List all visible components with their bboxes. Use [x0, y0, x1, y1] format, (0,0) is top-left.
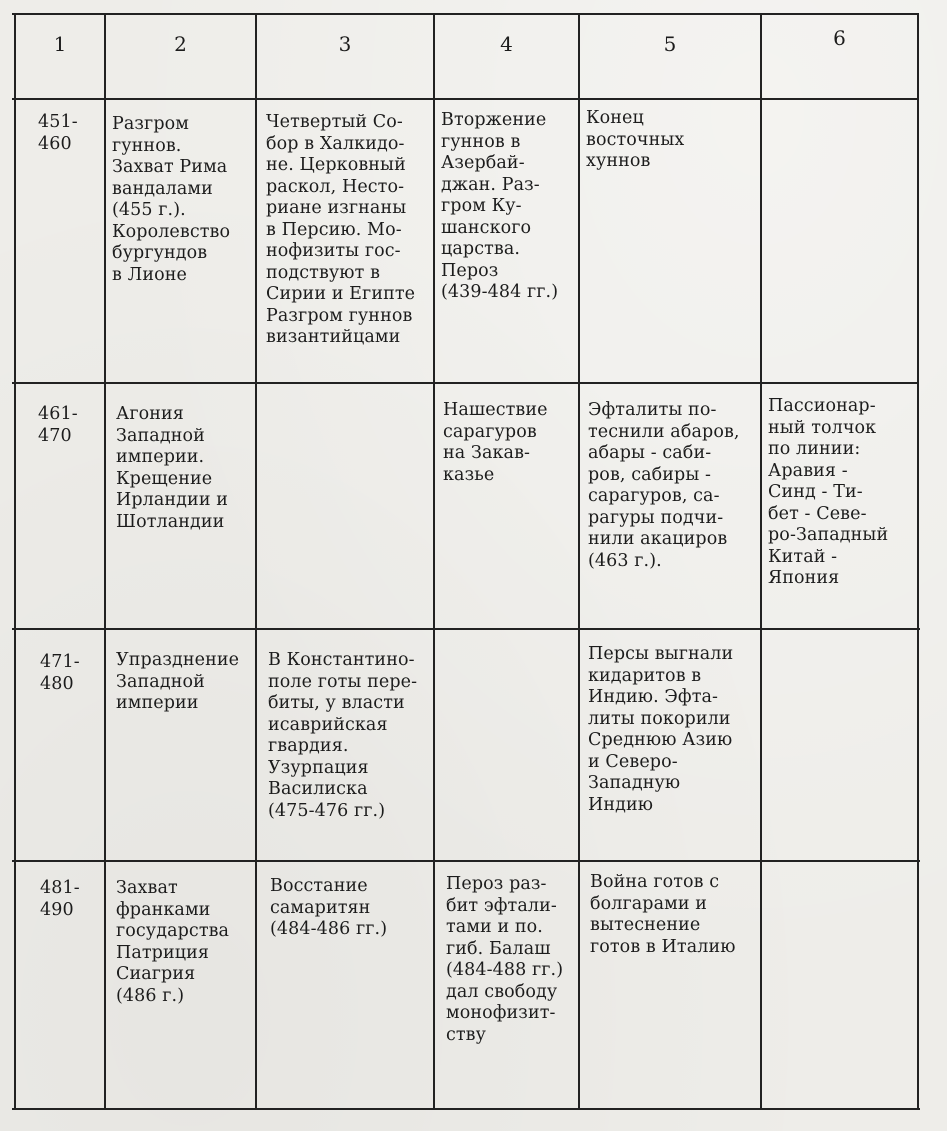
header-col-3: 3	[338, 32, 352, 56]
table-header-divider	[12, 98, 917, 100]
row-2-col-2: Агония Западной империи. Крещение Ирландии и Шотландии	[116, 404, 229, 532]
column-divider-2	[255, 13, 257, 1110]
row-2-col-4: Нашествие сарагуров на Закав- казье	[443, 400, 548, 485]
row-4-col-2: Захват франками государства Патриция Сиагрия (486 г.)	[116, 878, 230, 1006]
header-col-5: 5	[663, 32, 677, 56]
column-divider-4	[578, 13, 580, 1110]
table-border-bottom	[12, 1108, 920, 1110]
row-4-years: 481- 490	[40, 878, 80, 920]
row-2-col-5: Эфталиты по- теснили абаров, абары - саби- ров, сабиры - сарагуров, са- рагуры подчи- нили акациров (463 г.).	[588, 400, 740, 571]
row-4-col-4: Пероз раз- бит эфтали- тами и по. гиб. Балаш (484-488 гг.) дал свободу монофизит- ству	[446, 874, 564, 1045]
row-2-years: 461- 470	[38, 404, 78, 446]
row-1-col-3: Четвертый Со- бор в Халкидо- не. Церковный раскол, Несто- риане изгнаны в Персию. Мо- нофизиты гос- подствуют в Сирии и Египте Разгром гуннов византийцами	[266, 112, 416, 347]
row-1-col-2: Разгром гуннов. Захват Рима вандалами (455 г.). Королевство бургундов в Лионе	[112, 114, 231, 285]
column-divider-3	[433, 13, 435, 1110]
row-2-col-6: Пассионар- ный толчок по линии: Аравия - Синд - Ти- бет - Севе- ро-Западный Китай - Япония	[768, 396, 889, 588]
header-col-1: 1	[53, 32, 67, 56]
table-border-left	[14, 13, 16, 1110]
table-border-right	[917, 13, 919, 1110]
row-1-years: 451- 460	[38, 112, 78, 154]
row-3-years: 471- 480	[40, 652, 80, 694]
header-col-4: 4	[500, 32, 513, 56]
table-row-divider-3	[12, 860, 920, 862]
table-row-divider-1	[12, 382, 917, 384]
table-row-divider-2	[12, 628, 920, 630]
column-divider-5	[760, 13, 762, 1110]
header-col-6: 6	[833, 26, 846, 50]
row-3-col-5: Персы выгнали кидаритов в Индию. Эфта- литы покорили Среднюю Азию и Северо- Западную Индию	[588, 644, 734, 815]
column-divider-1	[104, 13, 106, 1110]
row-1-col-5: Конец восточных хуннов	[586, 108, 685, 171]
table-border-top	[12, 13, 917, 15]
header-col-2: 2	[174, 32, 187, 56]
row-4-col-5: Война готов с болгарами и вытеснение готов в Италию	[590, 872, 736, 957]
row-3-col-3: В Константино- поле готы пере- биты, у власти исаврийская гвардия. Узурпация Василиска (475-476 гг.)	[268, 650, 418, 821]
row-4-col-3: Восстание самаритян (484-486 гг.)	[270, 876, 388, 939]
row-1-col-4: Вторжение гуннов в Азербай- джан. Раз- гром Ку- шанского царства. Пероз (439-484 гг.)	[441, 110, 559, 302]
row-3-col-2: Упразднение Западной империи	[116, 650, 240, 713]
